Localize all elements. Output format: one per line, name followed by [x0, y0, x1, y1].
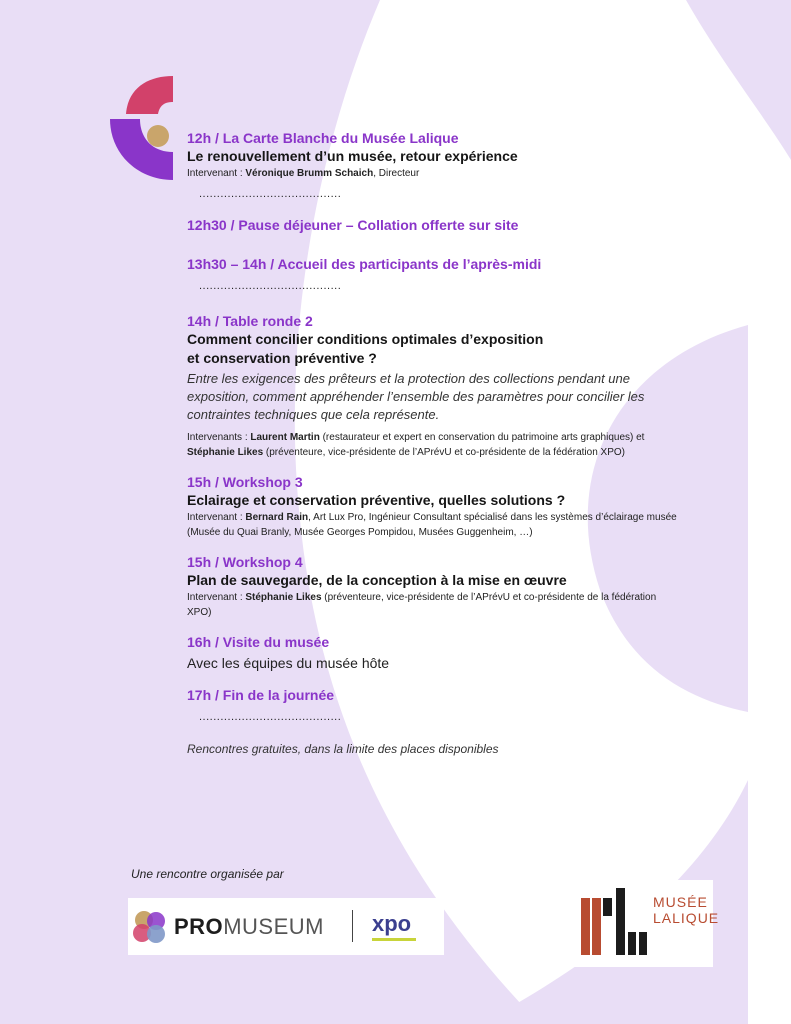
item-time: 15h / Workshop 3 — [187, 474, 303, 490]
musee-lalique-logo — [573, 880, 720, 967]
item-time: 15h / Workshop 4 — [187, 554, 303, 570]
event-logo-icon — [108, 74, 178, 184]
lalique-wordmark-line2: LALIQUE — [653, 910, 720, 926]
item-title: Plan de sauvegarde, de la conception à la mise en œuvre — [187, 572, 567, 588]
dotted-separator: ........................................ — [199, 188, 342, 200]
item-title: Eclairage et conservation préventive, quelles solutions ? — [187, 492, 566, 508]
item-speaker: Intervenant : Bernard Rain, Art Lux Pro, Ingénieur Consultant spécialisé dans les systèmes d’éclairage musée (Musée du Quai Branly, Musée Georges Pompidou, Musées Guggenheim, …) — [187, 512, 677, 538]
footnote: Rencontres gratuites, dans la limite des places disponibles — [187, 742, 499, 756]
program-content — [187, 130, 687, 756]
promuseum-xpo-logo — [128, 898, 444, 955]
item-title-line2: et conservation préventive ? — [187, 350, 377, 366]
lalique-bar — [639, 932, 647, 955]
organised-by-label: Une rencontre organisée par — [131, 867, 284, 881]
xpo-underline — [372, 938, 416, 941]
program-item-pause — [187, 217, 687, 234]
lalique-bar — [603, 898, 612, 916]
logo-divider — [352, 910, 353, 942]
lalique-bar — [592, 898, 601, 955]
item-description: Entre les exigences des prêteurs et la protection des collections pendant une exposition, comment appréhender l’ensemble des paramètres pour concilier les contraintes techniques que cela représente. — [187, 371, 645, 422]
program-item-carte-blanche — [187, 130, 687, 181]
item-time: 14h / Table ronde 2 — [187, 313, 313, 329]
promuseum-wordmark: PROMUSEUM — [174, 914, 324, 939]
item-speaker: Intervenant : Véronique Brumm Schaich, Directeur — [187, 168, 420, 179]
program-item-workshop-4 — [187, 554, 687, 620]
background-arc-top — [686, 0, 791, 160]
program-item-fin — [187, 687, 687, 704]
item-speaker: Intervenants : Laurent Martin (restaurateur et expert en conservation du patrimoine arts graphiques) et Stéphanie Likes (préventeure, vice-présidente de l’APrévU et co-présidente de la fédération XPO) — [187, 432, 645, 458]
program-item-accueil — [187, 256, 687, 273]
lalique-bar — [616, 888, 625, 955]
lalique-bar — [628, 932, 636, 955]
xpo-wordmark: xpo — [372, 911, 412, 936]
dotted-separator: ........................................ — [199, 280, 342, 292]
program-item-workshop-3 — [187, 474, 687, 540]
program-item-table-ronde — [187, 313, 687, 460]
item-speaker: Intervenant : Stéphanie Likes (préventeure, vice-présidente de l’APrévU et co-présidente de la fédération XPO) — [187, 592, 657, 618]
item-title: Le renouvellement d’un musée, retour expérience — [187, 148, 518, 164]
lalique-wordmark-line1: MUSÉE — [653, 894, 708, 910]
lalique-bar — [581, 898, 590, 955]
item-time: 16h / Visite du musée — [187, 634, 330, 650]
item-time: 12h / La Carte Blanche du Musée Lalique — [187, 130, 459, 146]
program-item-visite — [187, 634, 687, 673]
dotted-separator: ........................................ — [199, 711, 342, 723]
item-time: 17h / Fin de la journée — [187, 687, 335, 703]
item-time: 12h30 / Pause déjeuner – Collation offerte sur site — [187, 217, 519, 233]
item-subtitle: Avec les équipes du musée hôte — [187, 655, 390, 671]
promuseum-logo-icon — [130, 907, 170, 947]
item-title-line1: Comment concilier conditions optimales d’exposition — [187, 331, 544, 347]
item-time: 13h30 – 14h / Accueil des participants de l’après-midi — [187, 256, 542, 272]
